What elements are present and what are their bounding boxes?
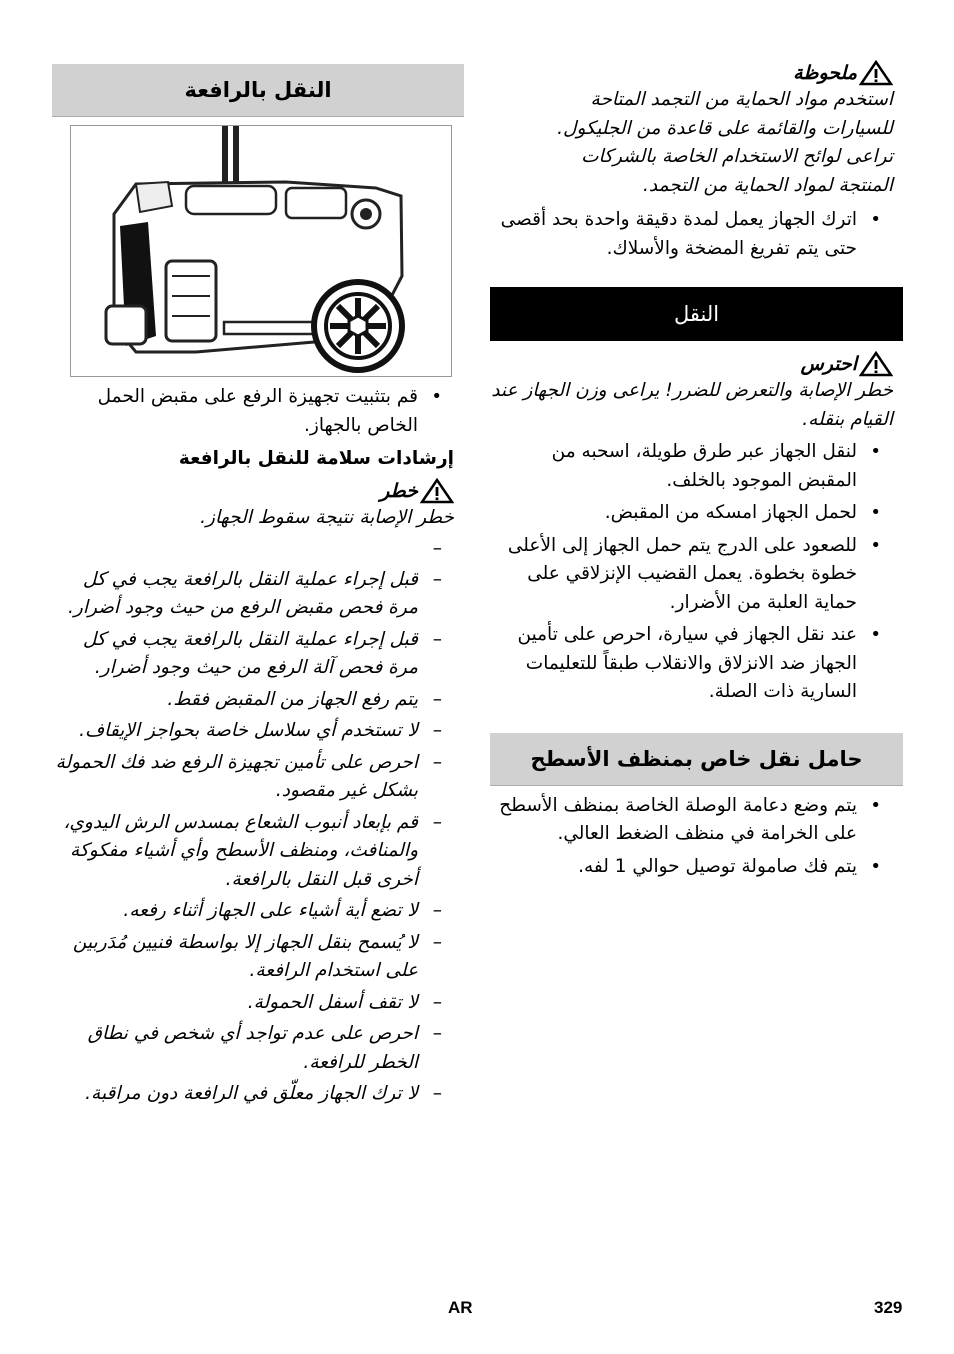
section-header-transport <box>490 287 903 341</box>
caution-text: خطر الإصابة والتعرض للضرر! يراعى وزن الجهاز عند القيام بنقله. <box>491 380 893 430</box>
bullet-list <box>490 206 903 263</box>
section-header-crane <box>52 64 464 117</box>
list-item <box>52 535 454 563</box>
warning-triangle-icon <box>420 478 454 504</box>
note-line: تراعى لوائح الاستخدام الخاصة بالشركات <box>581 146 893 167</box>
safety-dash-list <box>52 535 464 1109</box>
warning-triangle-icon <box>859 351 893 377</box>
list-item: • عند نقل الجهاز في سيارة، احرص على تأمين الجهاز ضد الانزلاق والانقلاب طبقاً للتعليمات السارية ذات الصلة. <box>490 621 893 707</box>
list-item: • اترك الجهاز يعمل لمدة دقيقة واحدة بحد أقصى حتى يتم تفريغ المضخة والأسلاك. <box>490 206 893 263</box>
page-number: 329 <box>874 1298 903 1317</box>
list-item: • لنقل الجهاز عبر طرق طويلة، اسحبه من المقبض الموجود بالخلف. <box>490 438 893 495</box>
note-line: المنتجة لمواد الحماية من التجمد. <box>643 174 893 196</box>
note-title: ملحوظة <box>793 62 857 84</box>
list-item: – لا تستخدم أي سلاسل خاصة بحواجز الإيقاف. <box>52 717 454 746</box>
danger-text: خطر الإصابة نتيجة سقوط الجهاز. <box>200 507 454 528</box>
left-column <box>52 64 464 1112</box>
right-column <box>490 60 903 885</box>
list-item: – قم بإبعاد أنبوب الشعاع بمسدس الرش اليدوي، والمنافث، ومنظف الأسطح وأي أشياء مفكوكة أخرى قبل النقل بالرافعة. <box>52 809 454 895</box>
note-line: استخدم مواد الحماية من التجمد المتاحة <box>590 89 893 110</box>
list-item: – لا ترك الجهاز معلّق في الرافعة دون مراقبة. <box>52 1080 454 1109</box>
list-item: – قبل إجراء عملية النقل بالرافعة يجب في كل مرة فحص آلة الرفع من حيث وجود أضرار. <box>52 626 454 683</box>
caution-heading <box>490 351 903 377</box>
list-item: – احرص على تأمين تجهيزة الرفع ضد فك الحمولة بشكل غير مقصود. <box>52 749 454 806</box>
list-item: – احرص على عدم تواجد أي شخص في نطاق الخطر للرافعة. <box>52 1020 454 1077</box>
list-item: • يتم فك صامولة توصيل حوالي 1 لفه. <box>490 853 893 882</box>
list-item: – لا تقف أسفل الحمولة. <box>52 989 454 1018</box>
section-title: حامل نقل خاص بمنظف الأسطح <box>530 746 863 771</box>
list-item: • قم بتثبيت تجهيزة الرفع على مقبض الحمل الخاص بالجهاز. <box>52 383 454 440</box>
transport-bullets <box>490 438 903 707</box>
warning-triangle-icon <box>859 60 893 86</box>
section-title: النقل <box>673 302 720 326</box>
list-item: – قبل إجراء عملية النقل بالرافعة يجب في كل مرة فحص مقبض الرفع من حيث وجود أضرار. <box>52 566 454 623</box>
crane-bullets <box>52 383 464 440</box>
machine-illustration-icon <box>71 126 451 376</box>
safety-subheading: إرشادات سلامة للنقل بالرافعة <box>178 448 454 469</box>
section-title: النقل بالرافعة <box>184 78 332 102</box>
caution-title: احترس <box>800 353 857 375</box>
note-line: للسيارات والقائمة على قاعدة من الجليكول. <box>557 117 893 139</box>
note-heading <box>490 60 903 86</box>
footer-language: AR <box>448 1298 473 1317</box>
danger-heading <box>52 478 464 504</box>
list-item: • يتم وضع دعامة الوصلة الخاصة بمنظف الأسطح على الخرامة في منظف الضغط العالي. <box>490 792 893 849</box>
list-item: • للصعود على الدرج يتم حمل الجهاز إلى الأعلى خطوة بخطوة. يعمل القضيب الإنزلاقي على حماية العلبة من الأضرار. <box>490 532 893 618</box>
list-item: • لحمل الجهاز امسكه من المقبض. <box>490 499 893 528</box>
pressure-washer-crane-illustration <box>70 125 452 377</box>
danger-title: خطر <box>380 480 418 502</box>
holder-bullets <box>490 792 903 882</box>
list-item: – لا تضع أية أشياء على الجهاز أثناء رفعه. <box>52 897 454 926</box>
list-item: – لا يُسمح بنقل الجهاز إلا بواسطة فنيين مُدَربين على استخدام الرافعة. <box>52 929 454 986</box>
list-item: – يتم رفع الجهاز من المقبض فقط. <box>52 686 454 715</box>
section-header-holder <box>490 733 903 786</box>
